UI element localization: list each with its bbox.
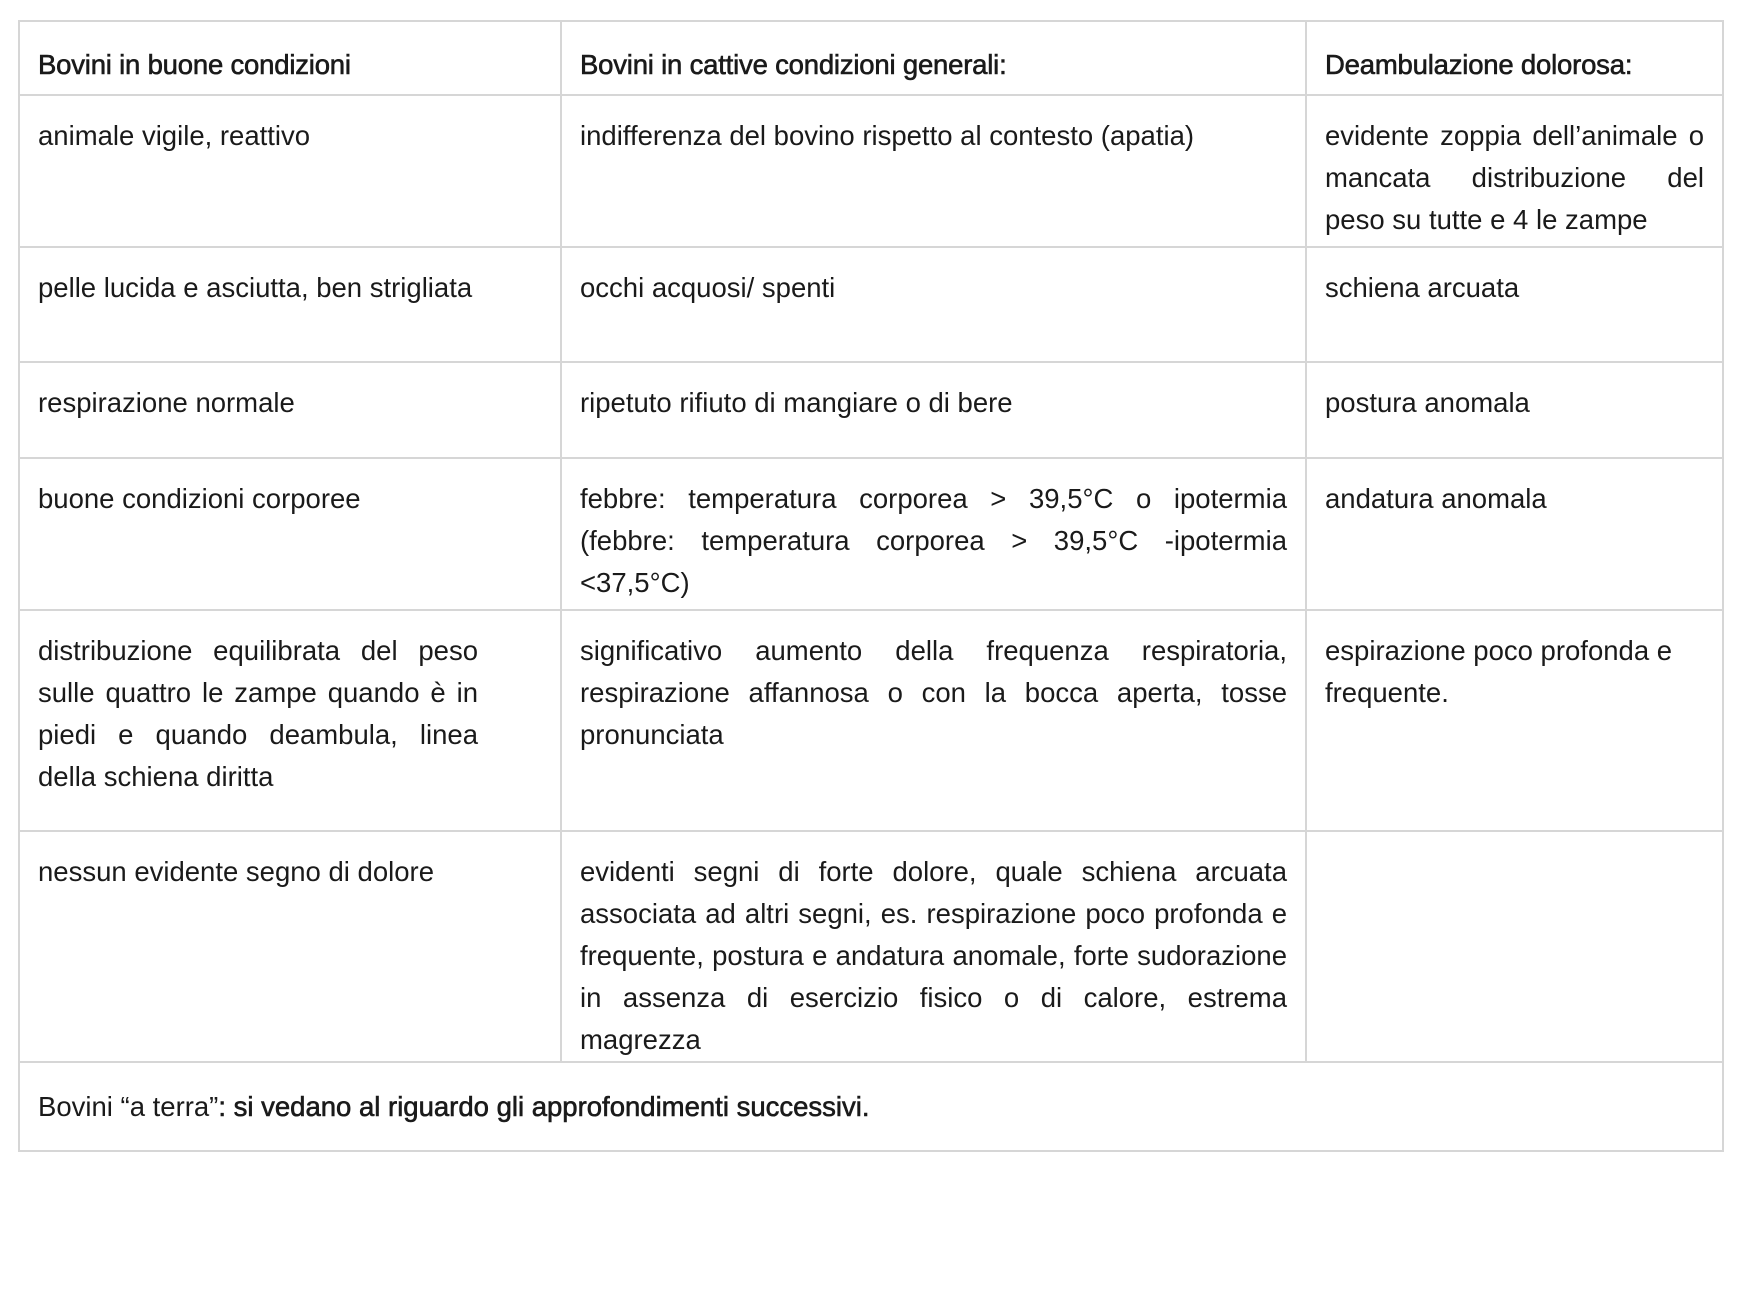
table-cell [1306, 247, 1723, 362]
table-cell [1306, 610, 1723, 831]
cell-text: occhi acquosi/ spenti [580, 272, 836, 303]
cell-text: animale vigile, reattivo [38, 120, 311, 151]
cell-text: espirazione poco profonda e frequente. [1325, 635, 1673, 708]
table-cell [19, 610, 561, 831]
header-good-condition: Bovini in buone condizioni [38, 49, 351, 80]
cell-text: febbre: temperatura corporea > 39,5°C o ipotermia (febbre: temperatura corporea > 39,5°C -ipotermia <37,5°C) [580, 483, 1287, 598]
cell-text: evidenti segni di forte dolore, quale schiena arcuata associata ad altri segni, es. respirazione poco profonda e frequente, postura e andatura anomale, forte sudorazione in assenza di esercizio fisico o di calore, estrema magrezza [580, 856, 1287, 1055]
header-cell [19, 21, 561, 95]
table-row [19, 362, 1723, 458]
table-cell [1306, 362, 1723, 458]
table-cell [561, 247, 1306, 362]
cell-text: schiena arcuata [1325, 272, 1520, 303]
footer-emphasis: : si vedano al riguardo gli approfondimenti successivi. [218, 1091, 870, 1122]
table-row [19, 831, 1723, 1062]
table-footer-row [19, 1062, 1723, 1151]
condition-table [18, 20, 1724, 1152]
header-painful-walking: Deambulazione dolorosa: [1325, 49, 1633, 80]
table-row [19, 458, 1723, 610]
table-cell [561, 458, 1306, 610]
cell-text: indifferenza del bovino rispetto al contesto (apatia) [580, 120, 1195, 151]
footer-prefix: Bovini “a terra” [38, 1091, 219, 1122]
cell-text: nessun evidente segno di dolore [38, 856, 434, 887]
table-cell [19, 458, 561, 610]
header-poor-condition: Bovini in cattive condizioni generali: [580, 49, 1007, 80]
table-cell [19, 831, 561, 1062]
table-header-row [19, 21, 1723, 95]
table-row [19, 95, 1723, 247]
cell-text: postura anomala [1325, 387, 1530, 418]
table-cell [561, 362, 1306, 458]
table-cell [19, 362, 561, 458]
cell-text: significativo aumento della frequenza respiratoria, respirazione affannosa o con la bocca aperta, tosse pronunciata [580, 635, 1287, 750]
table-cell [19, 95, 561, 247]
cell-text: andatura anomala [1325, 483, 1547, 514]
table-cell [561, 831, 1306, 1062]
footer-cell [19, 1062, 1723, 1151]
table-cell [19, 247, 561, 362]
table-row [19, 247, 1723, 362]
cell-text: distribuzione equilibrata del peso sulle quattro le zampe quando è in piedi e quando deambula, linea della schiena diritta [38, 635, 478, 792]
table-row [19, 610, 1723, 831]
header-cell [1306, 21, 1723, 95]
table-cell [1306, 458, 1723, 610]
table-cell [561, 610, 1306, 831]
table-cell [1306, 831, 1723, 1062]
cell-text: evidente zoppia dell’animale o mancata distribuzione del peso su tutte e 4 le zampe [1325, 120, 1704, 235]
cell-text: buone condizioni corporee [38, 483, 361, 514]
header-cell [561, 21, 1306, 95]
cell-text: ripetuto rifiuto di mangiare o di bere [580, 387, 1013, 418]
table-cell [561, 95, 1306, 247]
table-cell [1306, 95, 1723, 247]
cell-text: respirazione normale [38, 387, 295, 418]
cell-text: pelle lucida e asciutta, ben strigliata [38, 272, 473, 303]
